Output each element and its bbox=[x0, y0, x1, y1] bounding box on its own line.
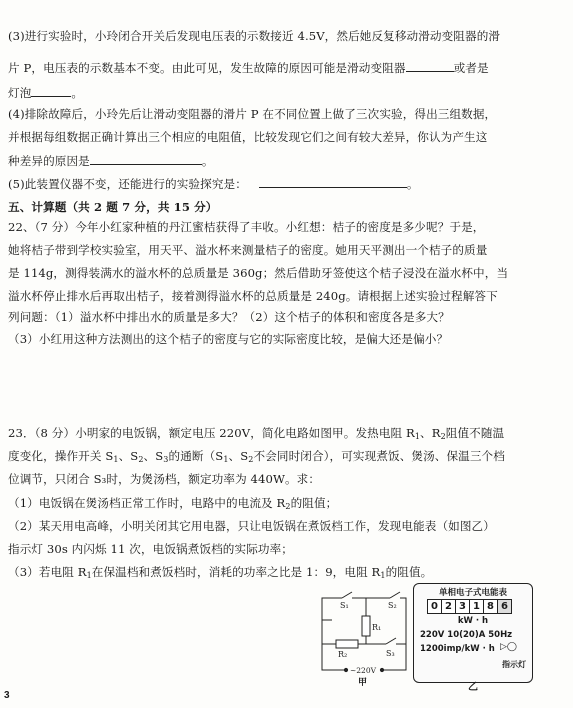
caption-jia: 甲 bbox=[358, 678, 368, 688]
q23-line7-text: 在保温档和煮饭档时，消耗的功率之比是 1：9，电阻 R bbox=[91, 565, 381, 579]
switch-s2 bbox=[390, 592, 400, 598]
q23-line4-text: 的阻值； bbox=[290, 496, 338, 510]
meter-digit: 2 bbox=[441, 599, 456, 614]
label-r2: R₂ bbox=[338, 650, 348, 659]
answer-blank bbox=[31, 86, 71, 97]
q23-line3: 位调节，只闭合 S₃时，为煲汤档，额定功率为 440W。求： bbox=[8, 472, 321, 486]
figures bbox=[300, 578, 530, 693]
meter-unit: kW · h bbox=[457, 616, 489, 626]
label-s3: S₃ bbox=[386, 649, 395, 658]
page-number: 3 bbox=[4, 690, 10, 701]
switch-s3 bbox=[386, 638, 396, 644]
q3-line2-text: 片 P，电压表的示数基本不变。由此可见，发生故障的原因可能是滑动变阻器 bbox=[8, 61, 406, 75]
subscript: 2 bbox=[248, 455, 254, 464]
meter-digit: 8 bbox=[483, 599, 498, 614]
q23-line4-text: （1）电饭锅在煲汤档正常工作时，电路中的电流及 R bbox=[8, 496, 286, 510]
answer-blank bbox=[90, 154, 202, 165]
wire bbox=[384, 658, 406, 670]
q4-line2: 并根据每组数据正确计算出三个相应的电阻值，比较发现它们之间有较大差异，你认为产生这 bbox=[8, 130, 488, 144]
q23-line2-text: 不会同时闭合），可实现煮饭、煲汤、保温三个档 bbox=[253, 449, 505, 463]
q23-line1-text: 23．（8 分）小明家的电饭锅，额定电压 220V，简化电路如图甲。发热电阻 R bbox=[8, 426, 415, 440]
q22-line1: 22、（7 分）今年小红家种植的丹江蜜桔获得了丰收。小红想：桔子的密度是多少呢？于是， bbox=[8, 220, 485, 234]
q23-line2-text: 、S bbox=[228, 449, 249, 463]
subscript: 2 bbox=[138, 455, 144, 464]
q23-line6: 指示灯 30s 内闪烁 11 次，电饭锅煮饭档的实际功率； bbox=[8, 542, 293, 556]
answer-blank bbox=[406, 61, 454, 72]
resistor-r1 bbox=[362, 616, 370, 636]
meter-spec: 220V 10(20)A 50Hz bbox=[420, 630, 513, 640]
subscript: 1 bbox=[414, 432, 421, 441]
q3-line3 bbox=[8, 86, 566, 100]
q3-line3-tail: 。 bbox=[71, 86, 84, 100]
resistor-r2 bbox=[336, 640, 358, 648]
q23-line5: （2）某天用电高峰，小明关闭其它用电器，只让电饭锅在煮饭档工作，发现电能表（如图乙） bbox=[8, 519, 495, 533]
label-r1: R₁ bbox=[372, 623, 382, 632]
q23-line2-text: 、S bbox=[118, 449, 139, 463]
q23-line2-text: 度变化，操作开关 S bbox=[8, 449, 114, 463]
q22-line2: 她将桔子带到学校实验室，用天平、溢水杯来测量桔子的密度。她用天平测出一个桔子的质量 bbox=[8, 243, 488, 257]
answer-blank bbox=[259, 177, 407, 188]
q5-line1-tail: 。 bbox=[406, 177, 419, 191]
q4-line3 bbox=[8, 154, 566, 168]
label-voltage: ~220V bbox=[350, 666, 377, 675]
wire bbox=[400, 598, 406, 658]
subscript: 1 bbox=[223, 455, 229, 464]
q23-line7-text: （3）若电阻 R bbox=[8, 565, 87, 579]
q23-line2-text: 、S bbox=[143, 449, 164, 463]
meter-imp: 1200imp/kW · h bbox=[420, 644, 495, 654]
q22-line4: 溢水杯停止排水后再取出桔子，接着测得溢水杯的总质量是 240g。请根据上述实验过程解答下 bbox=[8, 289, 498, 303]
subscript: 1 bbox=[113, 455, 119, 464]
q23-line1-text: 阻值不随温 bbox=[445, 426, 505, 440]
q22-line5: 列问题：（1）溢水杯中排出水的质量是多大？（2）这个桔子的体积和密度各是多大？ bbox=[8, 310, 450, 324]
terminal bbox=[380, 668, 383, 671]
subscript: 3 bbox=[163, 455, 169, 464]
section-title: 五、计算题（共 2 题 7 分，共 15 分） bbox=[8, 200, 218, 214]
switch-s1 bbox=[342, 592, 352, 598]
q4-line3-tail: 。 bbox=[201, 154, 214, 168]
subscript: 2 bbox=[440, 432, 446, 441]
q3-line2-tail: 或者是 bbox=[453, 61, 489, 75]
label-s2: S₂ bbox=[388, 601, 397, 610]
meter-digits bbox=[427, 599, 511, 614]
q22-line3: 是 114g，测得装满水的溢水杯的总质量是 360g；然后借助牙签使这个桔子浸没在溢水杯中，当 bbox=[8, 266, 509, 280]
label-s1: S₁ bbox=[340, 601, 349, 610]
q23-line2-text: 的通断（S bbox=[168, 449, 224, 463]
meter-digit: 1 bbox=[469, 599, 484, 614]
indicator-lamp-icon: ▷◯ bbox=[500, 642, 517, 652]
subscript: 1 bbox=[86, 571, 92, 580]
q23-line1 bbox=[8, 427, 566, 443]
q23-line1-text: 、R bbox=[420, 426, 441, 440]
q23-line2 bbox=[8, 450, 566, 466]
q4-line3-text: 种差异的原因是 bbox=[8, 154, 90, 168]
meter-digit: 6 bbox=[497, 599, 512, 614]
meter-digit: 0 bbox=[427, 599, 442, 614]
q5-line1-text: (5)此装置仪器不变，还能进行的实验探究是： bbox=[8, 177, 247, 191]
energy-meter bbox=[413, 583, 533, 683]
wire bbox=[322, 598, 342, 608]
q23-line4 bbox=[8, 497, 566, 513]
wire bbox=[322, 658, 344, 670]
caption-yi: 乙 bbox=[468, 682, 478, 693]
subscript: 1 bbox=[380, 571, 386, 580]
circuit-diagram bbox=[300, 578, 412, 688]
q3-line1: (3)进行实验时，小玲闭合开关后发现电压表的示数接近 4.5V，然后她反复移动滑动变阻器的滑 bbox=[8, 29, 501, 43]
q3-line3-text: 灯泡 bbox=[8, 86, 32, 100]
terminal bbox=[344, 668, 347, 671]
meter-digit: 3 bbox=[455, 599, 470, 614]
subscript: 2 bbox=[285, 502, 291, 511]
q23-line7-text: 的阻值。 bbox=[385, 565, 433, 579]
q22-line6: （3）小红用这种方法测出的这个桔子的密度与它的实际密度比较，是偏大还是偏小？ bbox=[8, 332, 449, 346]
q4-line1: (4)排除故障后，小玲先后让滑动变阻器的滑片 P 在不同位置上做了三次实验，得出三组数据， bbox=[8, 107, 497, 121]
meter-lamp-label: 指示灯 bbox=[502, 660, 526, 669]
q5-line1 bbox=[8, 177, 566, 191]
meter-title: 单相电子式电能表 bbox=[438, 588, 507, 598]
q3-line2 bbox=[8, 61, 566, 75]
